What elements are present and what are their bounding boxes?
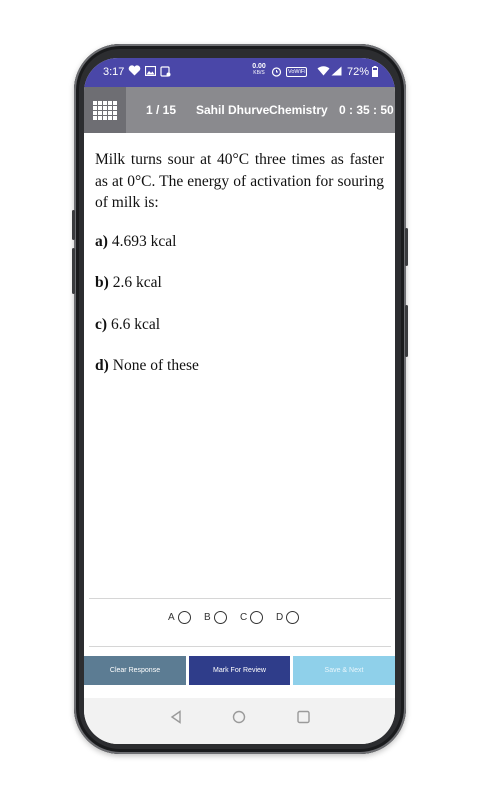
network-speed-value: 0.00 [252, 63, 266, 70]
option-key: a) [95, 233, 108, 250]
answer-label: D [276, 612, 284, 623]
save-next-button[interactable]: Save & Next [293, 656, 395, 685]
option-key: b) [95, 274, 109, 291]
clear-response-button[interactable]: Clear Response [84, 656, 186, 685]
status-bar [84, 58, 395, 87]
network-speed-unit: KB/S [253, 70, 265, 76]
power-button [405, 228, 408, 266]
heart-icon [128, 65, 141, 79]
image-icon [145, 66, 156, 79]
answer-radio-d[interactable] [276, 611, 299, 624]
app-screen [84, 58, 395, 744]
radio-circle[interactable] [250, 611, 263, 624]
question-progress: 1 / 15 [146, 103, 177, 117]
option-b[interactable] [95, 274, 162, 292]
option-c[interactable] [95, 316, 160, 334]
option-text: 2.6 kcal [112, 274, 162, 291]
option-a[interactable] [95, 233, 177, 251]
answer-label: A [168, 612, 175, 623]
question-grid-button[interactable] [84, 87, 126, 133]
mark-for-review-button[interactable]: Mark For Review [189, 656, 290, 685]
radio-circle[interactable] [178, 611, 191, 624]
volume-up-button [72, 210, 75, 240]
subject-name: Chemistry [269, 103, 328, 117]
option-text: 4.693 kcal [111, 233, 177, 250]
wifi-icon [317, 66, 330, 79]
student-name: Sahil Dhurve [196, 103, 270, 117]
vowifi-badge: VoWiFi [288, 69, 306, 75]
radio-circle[interactable] [286, 611, 299, 624]
quiz-header [84, 87, 395, 133]
timer: 0 : 35 : 50 [339, 103, 394, 117]
answer-radio-b[interactable] [204, 611, 227, 624]
answer-radio-a[interactable] [168, 611, 191, 624]
volume-down-button [72, 248, 75, 294]
option-key: c) [95, 316, 108, 333]
option-key: d) [95, 357, 109, 374]
status-time: 3:17 [103, 66, 125, 78]
answer-label: C [240, 612, 248, 623]
signal-icon [331, 66, 342, 79]
divider [89, 646, 391, 647]
question-text: Milk turns sour at 40°C three times as faster as at 0°C. The energy of activation for souring of milk is: [95, 151, 384, 211]
battery-icon [372, 66, 378, 80]
alarm-icon [271, 66, 282, 80]
recents-icon[interactable] [297, 710, 310, 729]
answer-selector [84, 611, 395, 629]
home-icon[interactable] [232, 710, 246, 729]
option-d[interactable] [95, 357, 199, 375]
grid-icon [93, 101, 117, 120]
screenshot-icon [160, 66, 171, 80]
back-icon[interactable] [170, 710, 182, 729]
answer-label: B [204, 612, 211, 623]
divider [89, 598, 391, 599]
option-text: 6.6 kcal [111, 316, 161, 333]
battery-percent: 72% [347, 66, 370, 78]
option-text: None of these [112, 357, 199, 374]
answer-radio-c[interactable] [240, 611, 263, 624]
side-key [405, 305, 408, 357]
navigation-bar [84, 698, 395, 744]
network-speed [251, 63, 267, 77]
radio-circle[interactable] [214, 611, 227, 624]
